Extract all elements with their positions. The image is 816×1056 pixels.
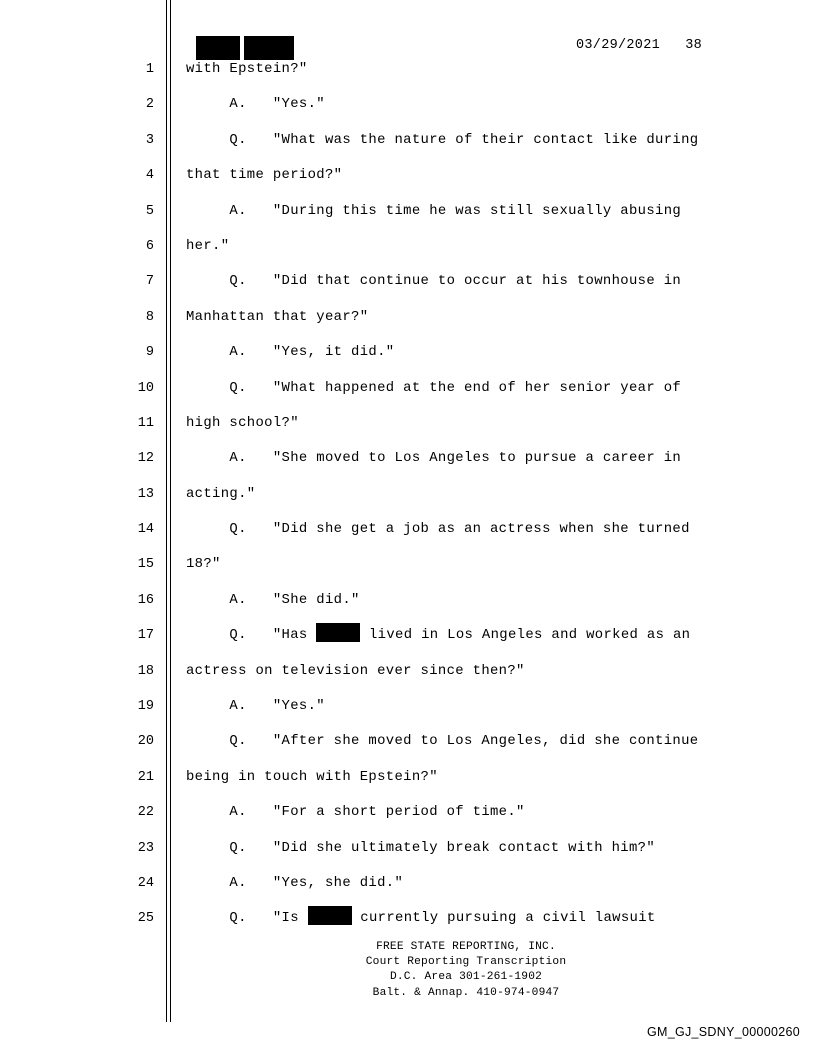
line-text: A. "Yes, she did." <box>186 874 404 891</box>
line-text-part: lived in Los Angeles and worked as an <box>360 627 691 644</box>
line-text: A. "She did." <box>186 591 360 608</box>
line-number: 5 <box>145 203 154 219</box>
transcript-line <box>0 300 816 335</box>
page-footer <box>186 940 746 1001</box>
transcript-line <box>0 795 816 830</box>
transcript-line <box>0 689 816 724</box>
line-text: acting." <box>186 485 256 502</box>
transcript-line <box>0 831 816 866</box>
line-text: Manhattan that year?" <box>186 308 369 325</box>
line-text: her." <box>186 237 230 254</box>
line-number: 7 <box>145 274 154 290</box>
line-number: 15 <box>137 557 154 573</box>
transcript-line <box>0 760 816 795</box>
transcript-line <box>0 123 816 158</box>
footer-company: FREE STATE REPORTING, INC. <box>376 941 556 953</box>
line-text: Q. "Did she ultimately break contact with him?" <box>186 839 656 856</box>
line-number: 18 <box>137 663 154 679</box>
line-text <box>186 901 656 936</box>
line-number: 19 <box>137 699 154 715</box>
line-text: A. "Yes." <box>186 698 325 715</box>
page-header <box>196 16 756 53</box>
line-number: 25 <box>137 911 154 927</box>
line-text: A. "Yes, it did." <box>186 344 395 361</box>
line-number: 2 <box>145 97 154 113</box>
transcript-line <box>0 229 816 264</box>
line-text: A. "Yes." <box>186 96 325 113</box>
transcript-line <box>0 441 816 476</box>
redaction-box-inline <box>316 623 360 642</box>
line-text: Q. "After she moved to Los Angeles, did she continue <box>186 733 699 750</box>
line-text: A. "During this time he was still sexually abusing <box>186 202 682 219</box>
line-text-part: Q. "Is <box>186 910 308 927</box>
line-text: A. "For a short period of time." <box>186 804 525 821</box>
line-text: Q. "What happened at the end of her senior year of <box>186 379 682 396</box>
line-text <box>186 618 690 653</box>
line-text: actress on television ever since then?" <box>186 662 525 679</box>
line-text: Q. "Did she get a job as an actress when she turned <box>186 521 690 538</box>
line-number: 4 <box>145 168 154 184</box>
line-number: 3 <box>145 132 154 148</box>
redaction-box-inline <box>308 906 352 925</box>
transcript-line <box>0 87 816 122</box>
line-number: 24 <box>137 875 154 891</box>
transcript-line <box>0 547 816 582</box>
transcript-line <box>0 866 816 901</box>
line-number: 16 <box>137 592 154 608</box>
transcript-line <box>0 724 816 759</box>
transcript-line <box>0 406 816 441</box>
line-number: 22 <box>137 805 154 821</box>
line-number: 12 <box>137 451 154 467</box>
transcript-line <box>0 371 816 406</box>
transcript-line <box>0 618 816 653</box>
line-text: being in touch with Epstein?" <box>186 768 438 785</box>
line-number: 9 <box>145 345 154 361</box>
transcript-line <box>0 264 816 299</box>
line-number: 14 <box>137 522 154 538</box>
header-date-and-page: 03/29/2021 38 <box>576 38 703 53</box>
line-number: 23 <box>137 840 154 856</box>
transcript-line <box>0 335 816 370</box>
line-text-part: currently pursuing a civil lawsuit <box>351 910 656 927</box>
footer-services: Court Reporting Transcription <box>365 956 567 969</box>
line-number: 11 <box>137 415 154 431</box>
transcript-line <box>0 512 816 547</box>
line-text: Q. "Did that continue to occur at his townhouse in <box>186 273 682 290</box>
line-number: 6 <box>145 238 154 254</box>
transcript-body <box>0 52 816 937</box>
transcript-line <box>0 901 816 936</box>
footer-phone-balt: Balt. & Annap. 410-974-0947 <box>372 986 560 999</box>
bates-stamp: GM_GJ_SDNY_00000260 <box>646 1025 800 1039</box>
line-text: that time period?" <box>186 167 343 184</box>
transcript-line <box>0 194 816 229</box>
line-number: 21 <box>137 769 154 785</box>
line-text: Q. "What was the nature of their contact like during <box>186 131 699 148</box>
line-text-part: Q. "Has <box>186 627 317 644</box>
transcript-line <box>0 52 816 87</box>
transcript-line <box>0 654 816 689</box>
line-number: 1 <box>145 62 154 77</box>
footer-phone-dc: D.C. Area 301-261-1902 <box>389 971 543 984</box>
line-number: 20 <box>137 734 154 750</box>
line-text: A. "She moved to Los Angeles to pursue a career in <box>186 450 682 467</box>
line-text: with Epstein?" <box>186 61 308 77</box>
line-number: 8 <box>145 309 154 325</box>
line-number: 10 <box>137 380 154 396</box>
transcript-line <box>0 158 816 193</box>
line-number: 17 <box>137 628 154 644</box>
transcript-line <box>0 583 816 618</box>
line-text: 18?" <box>186 556 221 573</box>
transcript-line <box>0 477 816 512</box>
line-text: high school?" <box>186 414 299 431</box>
line-number: 13 <box>137 486 154 502</box>
